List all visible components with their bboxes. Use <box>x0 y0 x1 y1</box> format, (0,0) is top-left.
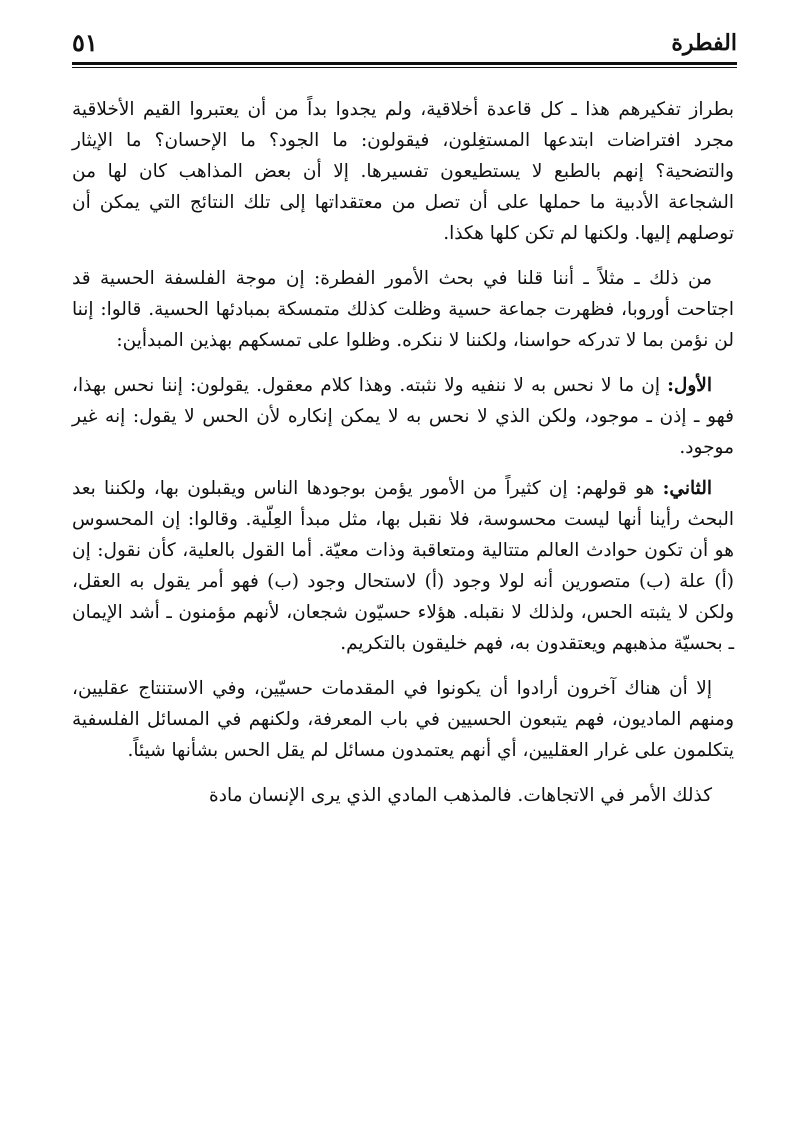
paragraph-text: إلا أن هناك آخرون أرادوا أن يكونوا في المقدمات حسيّين، وفي الاستنتاج عقليين، ومنهم الماديون، فهم يتبعون الحسيين في باب المعرفة، ولكنهم في المسائل الفلسفية يتكلمون على غرار العقليين، أي أنهم يعتمدون مسائل لم يقل الحس بشأنها شيئاً. <box>72 678 734 761</box>
paragraph <box>72 370 734 463</box>
paragraph <box>72 780 734 811</box>
paragraph <box>72 673 734 766</box>
paragraph-text: بطراز تفكيرهم هذا ـ كل قاعدة أخلاقية، ولم يجدوا بداً من أن يعتبروا القيم الأخلاقية مجرد افتراضات ابتدعها المستغِلون، فيقولون: ما الجود؟ ما الإحسان؟ ما الإيثار والتضحية؟ إنهم بالطبع لا يستطيعون تفسيرها. إلا أن بعض المذاهب كان لها من الشجاعة الأدبية ما حملها على أن تصل من معتقداتها إلى تلك النتائج التي يمكن أن توصلهم إليها. ولكنها لم تكن كلها هكذا. <box>72 99 734 244</box>
running-header <box>72 26 737 66</box>
page-number: ٥١ <box>72 28 98 57</box>
paragraph <box>72 263 734 356</box>
paragraph-text: إن ما لا نحس به لا ننفيه ولا نثبته. وهذا كلام معقول. يقولون: إننا نحس بهذا، فهو ـ إذن ـ موجود، ولكن الذي لا نحس به لا يمكن إنكاره لأن الحس لا يقول: إنه غير موجود. <box>72 375 734 458</box>
paragraph-text: من ذلك ـ مثلاً ـ أننا قلنا في بحث الأمور الفطرة: إن موجة الفلسفة الحسية قد اجتاحت أوروبا، فظهرت جماعة حسية وظلت كذلك متمسكة بمبادئها الحسية. قالوا: إننا لن نؤمن بما لا تدركه حواسنا، ولكننا لا ننكره. وظلوا على تمسكهم بهذين المبدأين: <box>72 268 734 351</box>
paragraph-lead: الثاني: <box>662 478 712 499</box>
paragraph <box>72 473 734 659</box>
paragraph-text: كذلك الأمر في الاتجاهات. فالمذهب المادي الذي يرى الإنسان مادة <box>209 785 712 806</box>
paragraph-text: هو قولهم: إن كثيراً من الأمور يؤمن بوجودها الناس ويقبلون بها، ولكننا بعد البحث رأينا أنها ليست محسوسة، فلا نقبل بها، مثل مبدأ العِلّية. وقالوا: إن المحسوس هو أن تكون حوادث العالم متتالية ومتعاقبة وذات معيّة. أما القول بالعلية، كأن نقول: إن (أ) علة (ب) متصورين أنه لولا وجود (أ) لاستحال وجود (ب) فهو أمر يقول به العقل، ولكن لا يثبته الحس، ولذلك لا نقبله. هؤلاء حسيّون شجعان، لأنهم مؤمنون ـ أشد الإيمان ـ بحسيّة مذهبهم ويعتقدون به، فهم خليقون بالتكريم. <box>72 478 734 654</box>
header-rule-thin <box>72 67 737 68</box>
paragraph <box>72 94 734 249</box>
paragraph-lead: الأول: <box>667 375 712 396</box>
chapter-title: الفطرة <box>671 30 737 56</box>
header-rule-thick <box>72 62 737 65</box>
body-text <box>72 94 734 825</box>
